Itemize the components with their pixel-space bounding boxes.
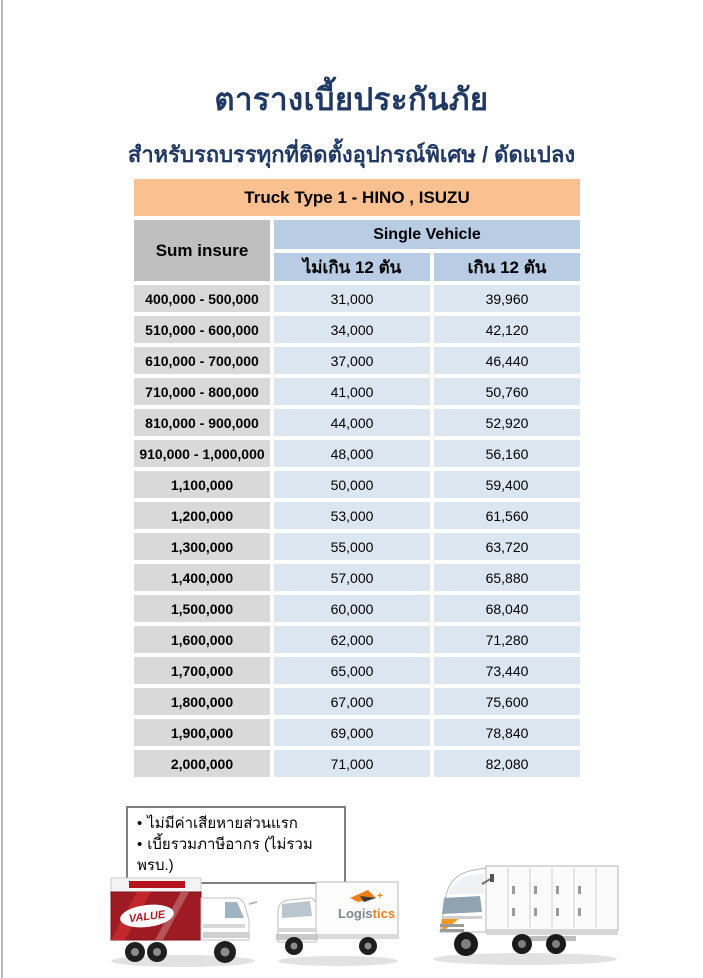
truck-logistics-text-orange: tics bbox=[372, 906, 396, 921]
premium-over-12t-cell: 52,920 bbox=[434, 409, 580, 436]
sum-insure-cell: 1,300,000 bbox=[134, 533, 270, 560]
table-row bbox=[134, 719, 580, 746]
premium-under-12t-cell: 62,000 bbox=[274, 626, 430, 653]
premium-under-12t-cell: 67,000 bbox=[274, 688, 430, 715]
table-row bbox=[134, 471, 580, 498]
column-header-sum-insure: Sum insure bbox=[134, 220, 270, 281]
table-title-truck-type: Truck Type 1 - HINO , ISUZU bbox=[134, 179, 580, 216]
premium-over-12t-cell: 65,880 bbox=[434, 564, 580, 591]
premium-over-12t-cell: 46,440 bbox=[434, 347, 580, 374]
table-row bbox=[134, 688, 580, 715]
table-row bbox=[134, 657, 580, 684]
sum-insure-cell: 910,000 - 1,000,000 bbox=[134, 440, 270, 467]
premium-under-12t-cell: 50,000 bbox=[274, 471, 430, 498]
table-row bbox=[134, 409, 580, 436]
sum-insure-cell: 710,000 - 800,000 bbox=[134, 378, 270, 405]
premium-under-12t-cell: 37,000 bbox=[274, 347, 430, 374]
table-row bbox=[134, 347, 580, 374]
sum-insure-cell: 610,000 - 700,000 bbox=[134, 347, 270, 374]
table-row bbox=[134, 316, 580, 343]
premium-over-12t-cell: 59,400 bbox=[434, 471, 580, 498]
premium-over-12t-cell: 39,960 bbox=[434, 285, 580, 312]
column-header-over-12-ton: เกิน 12 ตัน bbox=[434, 253, 580, 281]
sum-insure-cell: 1,800,000 bbox=[134, 688, 270, 715]
svg-text:Logistics bbox=[338, 906, 395, 921]
sum-insure-cell: 1,400,000 bbox=[134, 564, 270, 591]
sum-insure-cell: 1,900,000 bbox=[134, 719, 270, 746]
table-row bbox=[134, 564, 580, 591]
sum-insure-cell: 1,100,000 bbox=[134, 471, 270, 498]
truck-value-logo-text: VALUE bbox=[128, 908, 166, 926]
table-row bbox=[134, 378, 580, 405]
premium-over-12t-cell: 71,280 bbox=[434, 626, 580, 653]
truck-images-strip bbox=[0, 852, 703, 978]
page-subtitle: สำหรับรถบรรทุกที่ติดตั้งอุปกรณ์พิเศษ / ดัดแปลง bbox=[127, 142, 576, 167]
premium-over-12t-cell: 63,720 bbox=[434, 533, 580, 560]
premium-under-12t-cell: 71,000 bbox=[274, 750, 430, 777]
sum-insure-cell: 400,000 - 500,000 bbox=[134, 285, 270, 312]
table-row bbox=[134, 595, 580, 622]
sum-insure-cell: 510,000 - 600,000 bbox=[134, 316, 270, 343]
premium-over-12t-cell: 61,560 bbox=[434, 502, 580, 529]
sum-insure-cell: 810,000 - 900,000 bbox=[134, 409, 270, 436]
premium-over-12t-cell: 68,040 bbox=[434, 595, 580, 622]
truck-image-hino-box-truck bbox=[424, 856, 626, 970]
truck-image-red-value-box-truck bbox=[103, 862, 263, 970]
premium-under-12t-cell: 44,000 bbox=[274, 409, 430, 436]
note-no-deductible: • ไม่มีค่าเสียหายส่วนแรก bbox=[137, 815, 298, 832]
premium-over-12t-cell: 42,120 bbox=[434, 316, 580, 343]
page-title: ตารางเบี้ยประกันภัย bbox=[214, 82, 489, 117]
sum-insure-cell: 1,500,000 bbox=[134, 595, 270, 622]
premium-under-12t-cell: 69,000 bbox=[274, 719, 430, 746]
table-row bbox=[134, 502, 580, 529]
truck-logistics-text-gray: Logis bbox=[338, 906, 373, 921]
truck-logo-plus: + bbox=[377, 891, 383, 902]
premium-over-12t-cell: 75,600 bbox=[434, 688, 580, 715]
sum-insure-cell: 1,700,000 bbox=[134, 657, 270, 684]
table-row bbox=[134, 440, 580, 467]
premium-over-12t-cell: 78,840 bbox=[434, 719, 580, 746]
premium-under-12t-cell: 65,000 bbox=[274, 657, 430, 684]
sum-insure-cell: 1,600,000 bbox=[134, 626, 270, 653]
premium-under-12t-cell: 48,000 bbox=[274, 440, 430, 467]
column-header-under-12-ton: ไม่เกิน 12 ตัน bbox=[274, 253, 430, 281]
column-header-single-vehicle: Single Vehicle bbox=[274, 220, 580, 249]
premium-under-12t-cell: 60,000 bbox=[274, 595, 430, 622]
sum-insure-cell: 2,000,000 bbox=[134, 750, 270, 777]
premium-under-12t-cell: 53,000 bbox=[274, 502, 430, 529]
table-row bbox=[134, 533, 580, 560]
premium-over-12t-cell: 50,760 bbox=[434, 378, 580, 405]
bullet-icon: • bbox=[137, 815, 143, 832]
premium-under-12t-cell: 31,000 bbox=[274, 285, 430, 312]
premium-table-body bbox=[134, 285, 580, 777]
premium-under-12t-cell: 57,000 bbox=[274, 564, 430, 591]
truck-image-logistics-box-truck bbox=[272, 872, 404, 970]
premium-table bbox=[130, 175, 584, 781]
premium-over-12t-cell: 56,160 bbox=[434, 440, 580, 467]
table-row bbox=[134, 626, 580, 653]
table-row bbox=[134, 750, 580, 777]
sum-insure-cell: 1,200,000 bbox=[134, 502, 270, 529]
note-tax-included: • เบี้ยรวมภาษีอากร (ไม่รวม พรบ.) bbox=[137, 836, 313, 874]
premium-under-12t-cell: 34,000 bbox=[274, 316, 430, 343]
premium-under-12t-cell: 41,000 bbox=[274, 378, 430, 405]
premium-over-12t-cell: 73,440 bbox=[434, 657, 580, 684]
bullet-icon: • bbox=[137, 836, 143, 853]
premium-under-12t-cell: 55,000 bbox=[274, 533, 430, 560]
premium-over-12t-cell: 82,080 bbox=[434, 750, 580, 777]
table-row bbox=[134, 285, 580, 312]
